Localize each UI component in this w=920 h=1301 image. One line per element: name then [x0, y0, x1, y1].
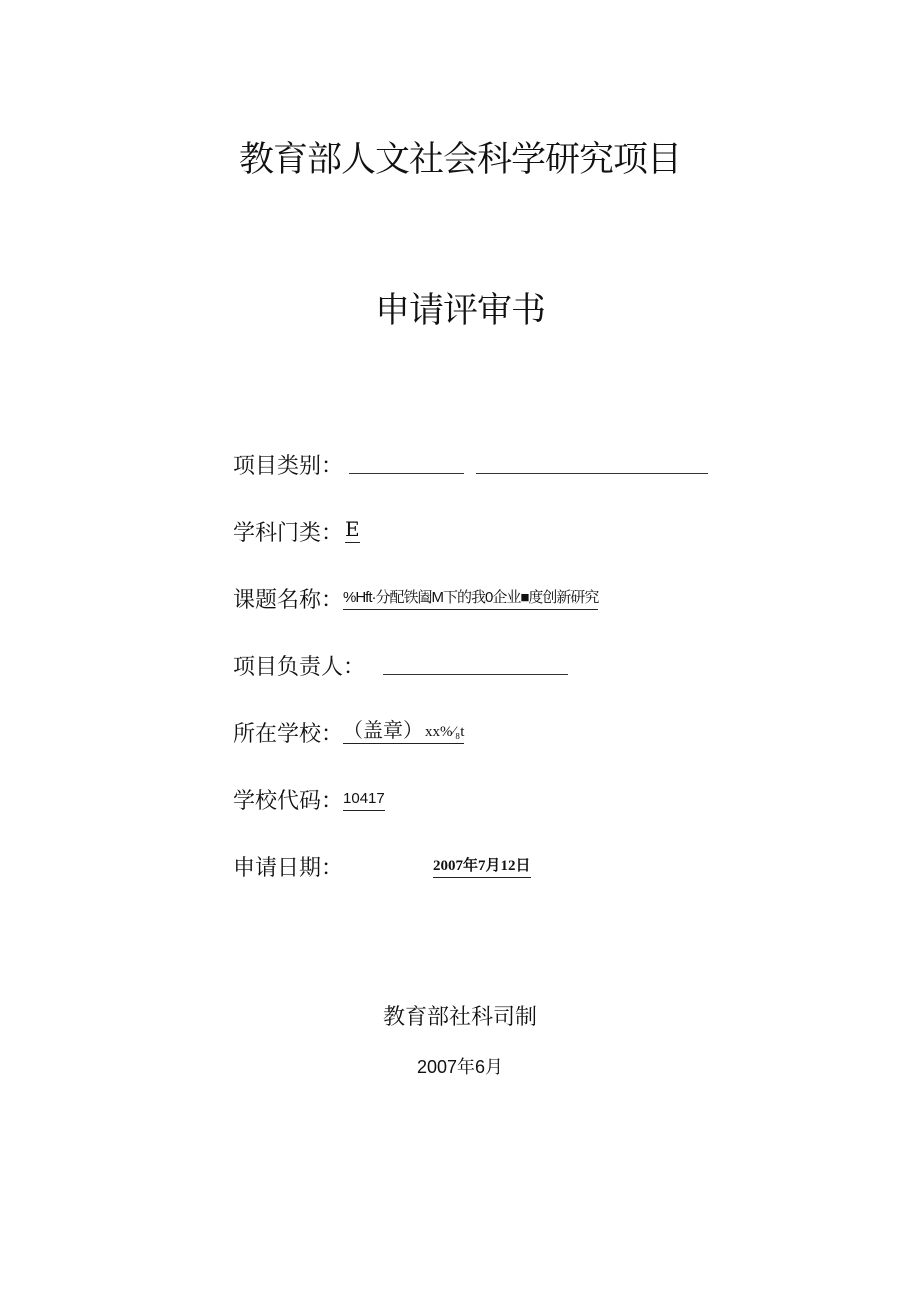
- principal-blank: [383, 673, 568, 675]
- principal-label: 项目负责人：: [233, 655, 366, 680]
- apply-date-value: 2007年7月12日: [433, 856, 531, 878]
- apply-date-label: 申请日期：: [233, 856, 344, 881]
- school-extra: xx%⁄₈t: [425, 724, 465, 740]
- topic-label: 课题名称：: [233, 588, 344, 613]
- project-category-blank-1: [349, 472, 464, 474]
- issue-date: 2007年6月: [416, 1057, 504, 1077]
- school-code-value: 10417: [343, 789, 385, 811]
- field-topic: [233, 580, 598, 614]
- field-discipline: [233, 513, 360, 547]
- field-principal: [233, 647, 568, 681]
- school-value: [343, 718, 464, 744]
- document-title: 教育部人文社会科学研究项目: [238, 140, 681, 180]
- discipline-value: E: [345, 517, 360, 541]
- field-apply-date: [233, 848, 531, 882]
- field-school: [233, 714, 464, 748]
- field-project-category: [233, 446, 708, 480]
- school-stamp: （盖章）: [343, 718, 424, 742]
- school-code-label: 学校代码：: [233, 789, 344, 814]
- document-subtitle: 申请评审书: [374, 291, 545, 331]
- school-label: 所在学校：: [233, 722, 344, 747]
- issuer: 教育部社科司制: [382, 1005, 537, 1030]
- discipline-label: 学科门类：: [233, 521, 344, 546]
- topic-value: %Hft·分配铁阖M下的我0企业■度创新研究: [343, 588, 598, 610]
- project-category-blank-2: [476, 472, 708, 474]
- field-school-code: [233, 781, 385, 815]
- project-category-label: 项目类别：: [233, 454, 344, 479]
